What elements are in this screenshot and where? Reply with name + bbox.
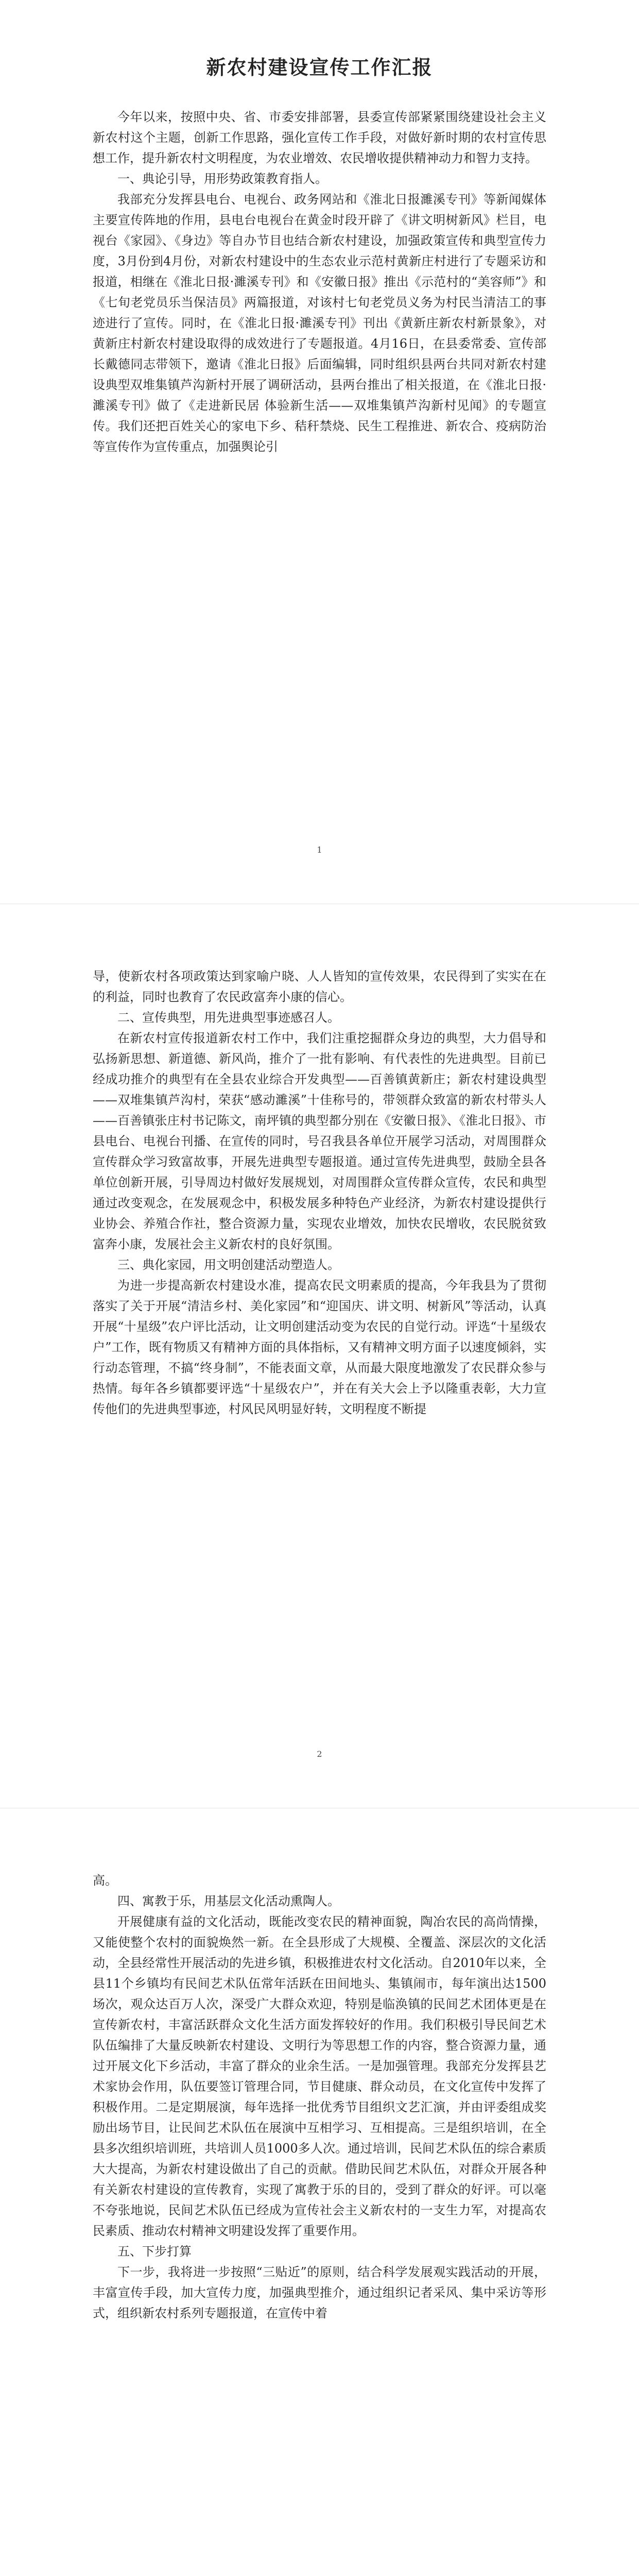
page-3-content bbox=[93, 1870, 546, 2324]
section-heading-1: 一、典论引导，用形势政策教育指人。 bbox=[117, 172, 327, 186]
section-heading-4: 四、寓教于乐，用基层文化活动熏陶人。 bbox=[117, 1894, 340, 1908]
page-1-content bbox=[93, 52, 546, 457]
intro-paragraph: 今年以来，按照中央、省、市委安排部署，县委宣传部紧紧围绕建设社会主义新农村这个主题，创新工作思路，强化宣传工作手段，对做好新时期的农村宣传思想工作，提升新农村文明程度，为农业增效、农民增收提供精神动力和智力支持。 bbox=[93, 110, 546, 165]
body-paragraph: 高。 bbox=[93, 1873, 117, 1888]
page-number: 1 bbox=[317, 845, 322, 855]
section-heading-3: 三、典化家园，用文明创建活动塑造人。 bbox=[117, 1258, 340, 1272]
document-title: 新农村建设宣传工作汇报 bbox=[206, 56, 433, 79]
section-heading-5: 五、下步打算 bbox=[117, 2244, 192, 2259]
section-heading-2: 二、宣传典型，用先进典型事迹感召人。 bbox=[117, 1010, 340, 1025]
body-paragraph: 我部充分发挥县电台、电视台、政务网站和《淮北日报濉溪专刊》等新闻媒体主要宣传阵地的作用，县电台电视台在黄金时段开辟了《讲文明树新风》栏目，电视台《家园》、《身边》等自办节目也结合新农村建设，加强政策宣传和典型宣传力度，3月份到4月份，对新农村建设中的生态农业示范村黄新庄村进行了专题采访和报道，相继在《淮北日报·濉溪专刊》和《安徽日报》推出《示范村的“美容师”》和《七旬老党员乐当保洁员》两篇报道，对该村七旬老党员义务为村民当清洁工的事迹进行了宣传。同时，在《淮北日报·濉溪专刊》刊出《黄新庄新农村新景象》，对黄新庄村新农村建设取得的成效进行了专题报道。4月16日，在县委常委、宣传部长戴德同志带领下，邀请《淮北日报》后面编辑，同时组织县两台共同对新农村建设典型双堆集镇芦沟新村开展了调研活动，县两台推出了相关报道，在《淮北日报·濉溪专刊》做了《走进新民居 体验新生活——双堆集镇芦沟新村见闻》的专题宣传。我们还把百姓关心的家电下乡、秸秆禁烧、民生工程推进、新农合、疫病防治等宣传作为宣传重点，加强舆论引 bbox=[93, 192, 546, 454]
page-2 bbox=[0, 904, 639, 1808]
body-paragraph: 在新农村宣传报道新农村工作中，我们注重挖掘群众身边的典型，大力倡导和弘扬新思想、新道德、新风尚，推介了一批有影响、有代表性的先进典型。目前已经成功推介的典型有在全县农业综合开发典型——百善镇黄新庄；新农村建设典型——双堆集镇芦沟村，荣获“感动濉溪”十佳称号的，带领群众致富的新农村带头人——百善镇张庄村书记陈文，南坪镇的典型都分别在《安徽日报》、《淮北日报》、市县电台、电视台刊播、在宣传的同时，号召我县各单位开展学习活动，对周围群众宣传群众学习致富故事，开展先进典型专题报道。通过宣传先进典型，鼓励全县各单位创新开展，引导周边村做好发展规划，对周围群众宣传群众宣传，农民和典型通过改变观念，在发展观念中，积极发展多种特色产业经济，为新农村建设提供行业协会、养殖合作社，整合资源力量，实现农业增效，加快农民增收，农民脱贫致富奔小康，发展社会主义新农村的良好氛围。 bbox=[93, 1031, 546, 1251]
page-3 bbox=[0, 1808, 639, 2576]
body-paragraph: 下一步，我将进一步按照“三贴近”的原则，结合科学发展观实践活动的开展，丰富宣传手段，加大宣传力度，加强典型推介，通过组织记者采风、集中采访等形式，组织新农村系列专题报道，在宣传中着 bbox=[93, 2265, 546, 2320]
body-paragraph: 导，使新农村各项政策达到家喻户晓、人人皆知的宣传效果，农民得到了实实在在的利益，同时也教育了农民政富奔小康的信心。 bbox=[93, 969, 546, 1004]
page-number: 2 bbox=[317, 1749, 322, 1759]
page-2-content bbox=[93, 966, 546, 1419]
body-paragraph: 为进一步提高新农村建设水准，提高农民文明素质的提高，今年我县为了贯彻落实了关于开展“清洁乡村、美化家园”和“迎国庆、讲文明、树新风”等活动，认真开展“十星级”农户评比活动，让文明创建活动变为农民的自觉行动。评选“十星级农户”工作，既有物质又有精神方面的具体指标，又有精神文明方面子以速度倾斜，实行动态管理，不搞“终身制”，不能表面文章，从而最大限度地激发了农民群众参与热情。每年各乡镇都要评选“十星级农户”，并在有关大会上予以隆重表彰，大力宣传他们的先进典型事迹，村风民风明显好转，文明程度不断提 bbox=[93, 1278, 546, 1416]
page-1 bbox=[0, 0, 639, 904]
body-paragraph: 开展健康有益的文化活动，既能改变农民的精神面貌，陶冶农民的高尚情操，又能使整个农村的面貌焕然一新。在全县形成了大规模、全覆盖、深层次的文化活动，全县经常性开展活动的先进乡镇，积极推进农村文化活动。自2010年以来，全县11个乡镇均有民间艺术队伍常年活跃在田间地头、集镇闹市，每年演出达1500场次，观众达百万人次，深受广大群众欢迎，特别是临涣镇的民间艺术团体更是在宣传新农村，丰富活跃群众文化生活方面发挥较好的作用。我们积极引导民间艺术队伍编排了大量反映新农村建设、文明行为等思想工作的内容，整合资源力量，通过开展文化下乡活动，丰富了群众的业余生活。一是加强管理。我部充分发挥县艺术家协会作用，队伍要签订管理合同，节目健康、群众动员，在文化宣传中发挥了积极作用。二是定期展演，每年选择一批优秀节目组织文艺汇演，并由评委组成奖励出场节目，让民间艺术队伍在展演中互相学习、互相提高。三是组织培训，在全县多次组织培训班，共培训人员1000多人次。通过培训，民间艺术队伍的综合素质大大提高，为新农村建设做出了自己的贡献。借助民间艺术队伍，对群众开展各种有关新农村建设的宣传教育，实现了寓教于乐的目的，受到了群众的好评。可以毫不夸张地说，民间艺术队伍已经成为宣传社会主义新农村的一支生力军，对提高农民素质、推动农村精神文明建设发挥了重要作用。 bbox=[93, 1914, 546, 2238]
